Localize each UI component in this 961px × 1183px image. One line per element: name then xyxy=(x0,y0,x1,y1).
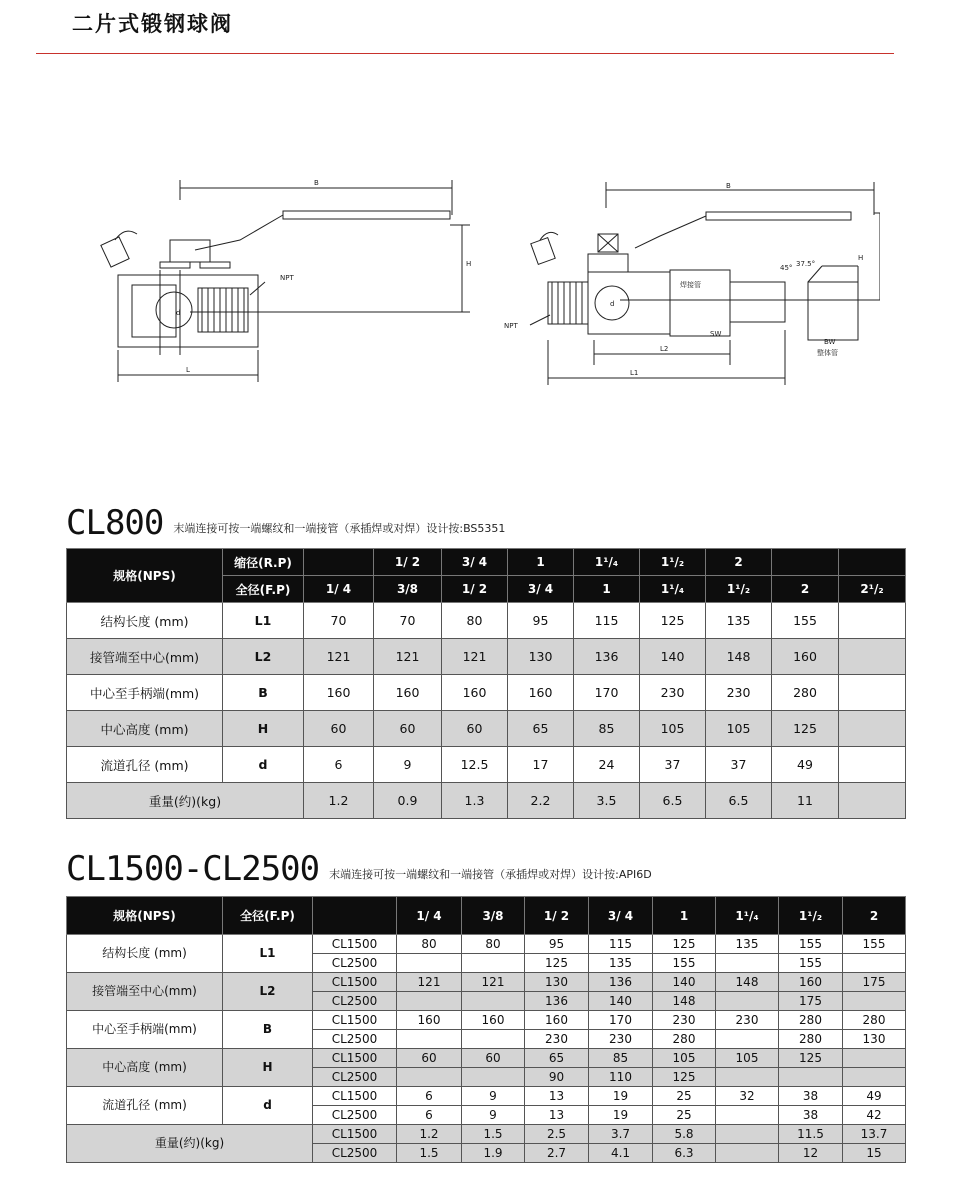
fp-cell: 3/8 xyxy=(374,576,442,603)
value-cell: 140 xyxy=(653,973,716,992)
value-cell xyxy=(843,1049,906,1068)
value-cell: 9 xyxy=(462,1106,525,1125)
row-label: 中心至手柄端(mm) xyxy=(67,675,223,711)
value-cell: 60 xyxy=(374,711,442,747)
value-cell: 230 xyxy=(640,675,706,711)
cl1500-code: CL1500-CL2500 xyxy=(66,849,320,889)
table-row xyxy=(67,747,906,783)
value-cell: 148 xyxy=(706,639,772,675)
value-cell: 115 xyxy=(574,603,640,639)
value-cell: 70 xyxy=(304,603,374,639)
value-cell: 37 xyxy=(640,747,706,783)
value-cell xyxy=(397,954,462,973)
value-cell: 230 xyxy=(716,1011,779,1030)
fp-cell: 2¹/₂ xyxy=(839,576,906,603)
value-cell: 3.7 xyxy=(589,1125,653,1144)
right-d-label: d xyxy=(610,300,615,308)
fp-cell: 1/ 4 xyxy=(304,576,374,603)
cl800-note: 末端连接可按一端螺纹和一端接管（承插焊或对焊）设计按:BS5351 xyxy=(173,522,506,535)
size-cell: 1¹/₄ xyxy=(716,897,779,935)
class-label: CL1500 xyxy=(313,935,397,954)
class-label: CL1500 xyxy=(313,1011,397,1030)
value-cell xyxy=(779,1068,843,1087)
value-cell: 148 xyxy=(653,992,716,1011)
value-cell: 65 xyxy=(525,1049,589,1068)
rp-cell xyxy=(304,549,374,576)
fp-cell: 1 xyxy=(574,576,640,603)
size-cell: 1/ 2 xyxy=(525,897,589,935)
table-row xyxy=(67,783,906,819)
row-label: 流道孔径 (mm) xyxy=(67,747,223,783)
value-cell: 230 xyxy=(589,1030,653,1049)
rp-cell: 1¹/₄ xyxy=(574,549,640,576)
left-b-label: B xyxy=(314,179,319,187)
cl800-code: CL800 xyxy=(66,503,164,543)
size-cell: 1/ 4 xyxy=(397,897,462,935)
value-cell: 9 xyxy=(462,1087,525,1106)
row-label: 中心至手柄端(mm) xyxy=(67,1011,223,1049)
value-cell xyxy=(462,1030,525,1049)
value-cell: 80 xyxy=(442,603,508,639)
left-npt-label: NPT xyxy=(280,274,294,282)
value-cell: 140 xyxy=(640,639,706,675)
value-cell: 2.5 xyxy=(525,1125,589,1144)
rp-label: 缩径(R.P) xyxy=(223,549,304,576)
value-cell: 70 xyxy=(374,603,442,639)
value-cell: 160 xyxy=(462,1011,525,1030)
value-cell: 121 xyxy=(374,639,442,675)
value-cell: 19 xyxy=(589,1106,653,1125)
value-cell: 6.5 xyxy=(706,783,772,819)
right-angle1-label: 45° xyxy=(780,264,793,272)
value-cell: 60 xyxy=(304,711,374,747)
value-cell: 24 xyxy=(574,747,640,783)
left-h-label: H xyxy=(466,260,472,268)
size-cell: 1¹/₂ xyxy=(779,897,843,935)
value-cell: 130 xyxy=(508,639,574,675)
value-cell: 280 xyxy=(843,1011,906,1030)
class-label: CL2500 xyxy=(313,1030,397,1049)
value-cell: 136 xyxy=(574,639,640,675)
rp-cell: 1 xyxy=(508,549,574,576)
value-cell: 25 xyxy=(653,1106,716,1125)
value-cell: 135 xyxy=(589,954,653,973)
value-cell xyxy=(716,992,779,1011)
value-cell: 6.3 xyxy=(653,1144,716,1163)
value-cell: 136 xyxy=(525,992,589,1011)
class-label: CL2500 xyxy=(313,1144,397,1163)
value-cell: 1.9 xyxy=(462,1144,525,1163)
table-row xyxy=(67,1011,906,1030)
value-cell: 160 xyxy=(374,675,442,711)
value-cell xyxy=(462,1068,525,1087)
value-cell xyxy=(716,1068,779,1087)
value-cell xyxy=(839,603,906,639)
value-cell: 1.2 xyxy=(304,783,374,819)
value-cell: 38 xyxy=(779,1087,843,1106)
value-cell: 280 xyxy=(779,1030,843,1049)
row-label: 接管端至中心(mm) xyxy=(67,639,223,675)
value-cell: 6.5 xyxy=(640,783,706,819)
value-cell xyxy=(716,1144,779,1163)
rp-cell: 1/ 2 xyxy=(374,549,442,576)
value-cell: 4.1 xyxy=(589,1144,653,1163)
value-cell xyxy=(839,711,906,747)
value-cell: 105 xyxy=(653,1049,716,1068)
class-label: CL2500 xyxy=(313,1068,397,1087)
value-cell: 175 xyxy=(843,973,906,992)
value-cell: 160 xyxy=(779,973,843,992)
class-label: CL1500 xyxy=(313,1087,397,1106)
value-cell: 170 xyxy=(574,675,640,711)
cl800-heading xyxy=(66,503,506,543)
fp-cell: 1/ 2 xyxy=(442,576,508,603)
value-cell: 110 xyxy=(589,1068,653,1087)
value-cell: 15 xyxy=(843,1144,906,1163)
value-cell: 60 xyxy=(397,1049,462,1068)
value-cell: 1.2 xyxy=(397,1125,462,1144)
table-row xyxy=(67,935,906,954)
spec-header: 规格(NPS) xyxy=(67,549,223,603)
value-cell: 49 xyxy=(843,1087,906,1106)
value-cell: 155 xyxy=(772,603,839,639)
value-cell xyxy=(716,1106,779,1125)
right-l1-label: L1 xyxy=(630,369,639,377)
value-cell: 9 xyxy=(374,747,442,783)
value-cell: 230 xyxy=(525,1030,589,1049)
row-label: 结构长度 (mm) xyxy=(67,935,223,973)
weight-label: 重量(约)(kg) xyxy=(67,783,304,819)
fp-cell: 1¹/₂ xyxy=(706,576,772,603)
value-cell: 11.5 xyxy=(779,1125,843,1144)
right-sw-label: SW xyxy=(710,330,722,338)
right-h-label: H xyxy=(858,254,864,262)
row-symbol: H xyxy=(223,711,304,747)
value-cell: 42 xyxy=(843,1106,906,1125)
value-cell: 12 xyxy=(779,1144,843,1163)
value-cell: 136 xyxy=(589,973,653,992)
fp-label: 全径(F.P) xyxy=(223,576,304,603)
table-row xyxy=(67,1087,906,1106)
value-cell: 13.7 xyxy=(843,1125,906,1144)
value-cell: 90 xyxy=(525,1068,589,1087)
right-b-label: B xyxy=(726,182,731,190)
value-cell xyxy=(843,1068,906,1087)
value-cell: 148 xyxy=(716,973,779,992)
value-cell: 125 xyxy=(653,935,716,954)
value-cell xyxy=(839,675,906,711)
value-cell: 230 xyxy=(706,675,772,711)
value-cell xyxy=(843,992,906,1011)
row-label: 中心高度 (mm) xyxy=(67,1049,223,1087)
value-cell xyxy=(462,992,525,1011)
value-cell: 155 xyxy=(779,935,843,954)
value-cell: 1.5 xyxy=(397,1144,462,1163)
value-cell: 105 xyxy=(706,711,772,747)
value-cell: 17 xyxy=(508,747,574,783)
value-cell: 135 xyxy=(716,935,779,954)
row-symbol: d xyxy=(223,1087,313,1125)
class-label: CL1500 xyxy=(313,973,397,992)
rp-cell xyxy=(839,549,906,576)
value-cell: 85 xyxy=(589,1049,653,1068)
value-cell: 280 xyxy=(779,1011,843,1030)
row-symbol: L1 xyxy=(223,603,304,639)
value-cell xyxy=(716,1030,779,1049)
row-symbol: d xyxy=(223,747,304,783)
value-cell: 6 xyxy=(397,1106,462,1125)
value-cell xyxy=(397,1068,462,1087)
value-cell: 105 xyxy=(640,711,706,747)
value-cell: 95 xyxy=(525,935,589,954)
value-cell: 125 xyxy=(653,1068,716,1087)
value-cell: 160 xyxy=(397,1011,462,1030)
value-cell xyxy=(839,783,906,819)
value-cell: 135 xyxy=(706,603,772,639)
value-cell xyxy=(839,639,906,675)
value-cell: 125 xyxy=(772,711,839,747)
table-row xyxy=(67,639,906,675)
table-row xyxy=(67,1125,906,1144)
value-cell: 175 xyxy=(779,992,843,1011)
right-bw-label: BW xyxy=(824,338,836,346)
value-cell: 115 xyxy=(589,935,653,954)
row-symbol: L2 xyxy=(223,639,304,675)
row-symbol: B xyxy=(223,1011,313,1049)
right-angle2-label: 37.5° xyxy=(796,260,816,268)
class-label: CL1500 xyxy=(313,1049,397,1068)
value-cell: 13 xyxy=(525,1106,589,1125)
value-cell xyxy=(839,747,906,783)
right-pipe-label: 焊接管 xyxy=(680,281,701,289)
table-row xyxy=(67,675,906,711)
value-cell: 19 xyxy=(589,1087,653,1106)
value-cell: 280 xyxy=(772,675,839,711)
value-cell: 230 xyxy=(653,1011,716,1030)
value-cell: 85 xyxy=(574,711,640,747)
class-label: CL1500 xyxy=(313,1125,397,1144)
value-cell: 37 xyxy=(706,747,772,783)
row-symbol: B xyxy=(223,675,304,711)
value-cell: 38 xyxy=(779,1106,843,1125)
row-label: 流道孔径 (mm) xyxy=(67,1087,223,1125)
row-label: 结构长度 (mm) xyxy=(67,603,223,639)
row-symbol: L2 xyxy=(223,973,313,1011)
rp-cell: 3/ 4 xyxy=(442,549,508,576)
value-cell: 121 xyxy=(442,639,508,675)
value-cell: 105 xyxy=(716,1049,779,1068)
value-cell: 160 xyxy=(508,675,574,711)
value-cell: 5.8 xyxy=(653,1125,716,1144)
value-cell: 155 xyxy=(779,954,843,973)
value-cell: 160 xyxy=(525,1011,589,1030)
value-cell: 121 xyxy=(397,973,462,992)
value-cell: 0.9 xyxy=(374,783,442,819)
size-cell: 1 xyxy=(653,897,716,935)
value-cell: 125 xyxy=(640,603,706,639)
weight-label: 重量(约)(kg) xyxy=(67,1125,313,1163)
table-row xyxy=(67,711,906,747)
row-label: 接管端至中心(mm) xyxy=(67,973,223,1011)
value-cell: 2.2 xyxy=(508,783,574,819)
value-cell: 160 xyxy=(442,675,508,711)
value-cell: 32 xyxy=(716,1087,779,1106)
rp-cell: 1¹/₂ xyxy=(640,549,706,576)
value-cell: 155 xyxy=(653,954,716,973)
value-cell: 121 xyxy=(304,639,374,675)
size-cell: 3/8 xyxy=(462,897,525,935)
value-cell: 130 xyxy=(525,973,589,992)
value-cell xyxy=(716,954,779,973)
value-cell xyxy=(397,1030,462,1049)
class-label: CL2500 xyxy=(313,1106,397,1125)
value-cell: 160 xyxy=(304,675,374,711)
value-cell: 80 xyxy=(462,935,525,954)
fp-cell: 1¹/₄ xyxy=(640,576,706,603)
value-cell: 121 xyxy=(462,973,525,992)
value-cell: 130 xyxy=(843,1030,906,1049)
right-l2-label: L2 xyxy=(660,345,669,353)
value-cell: 155 xyxy=(843,935,906,954)
value-cell: 80 xyxy=(397,935,462,954)
value-cell: 125 xyxy=(525,954,589,973)
value-cell: 13 xyxy=(525,1087,589,1106)
value-cell xyxy=(716,1125,779,1144)
value-cell: 280 xyxy=(653,1030,716,1049)
size-cell: 3/ 4 xyxy=(589,897,653,935)
value-cell: 170 xyxy=(589,1011,653,1030)
class-label: CL2500 xyxy=(313,954,397,973)
fp-cell: 3/ 4 xyxy=(508,576,574,603)
right-npt-label: NPT xyxy=(504,322,518,330)
value-cell: 160 xyxy=(772,639,839,675)
value-cell: 12.5 xyxy=(442,747,508,783)
class-label: CL2500 xyxy=(313,992,397,1011)
fp-cell: 2 xyxy=(772,576,839,603)
table-row xyxy=(67,603,906,639)
class-header-cell xyxy=(313,897,397,935)
rp-cell xyxy=(772,549,839,576)
value-cell: 60 xyxy=(442,711,508,747)
value-cell xyxy=(462,954,525,973)
row-symbol: H xyxy=(223,1049,313,1087)
cl1500-table xyxy=(66,896,906,1163)
value-cell: 25 xyxy=(653,1087,716,1106)
value-cell: 1.3 xyxy=(442,783,508,819)
value-cell: 125 xyxy=(779,1049,843,1068)
value-cell xyxy=(843,954,906,973)
value-cell: 6 xyxy=(397,1087,462,1106)
value-cell: 3.5 xyxy=(574,783,640,819)
value-cell: 11 xyxy=(772,783,839,819)
page-title: 二片式锻钢球阀 xyxy=(72,12,233,36)
value-cell: 95 xyxy=(508,603,574,639)
value-cell: 6 xyxy=(304,747,374,783)
value-cell: 1.5 xyxy=(462,1125,525,1144)
value-cell: 2.7 xyxy=(525,1144,589,1163)
table-row xyxy=(67,973,906,992)
size-cell: 2 xyxy=(843,897,906,935)
value-cell: 49 xyxy=(772,747,839,783)
value-cell: 60 xyxy=(462,1049,525,1068)
row-symbol: L1 xyxy=(223,935,313,973)
rp-cell: 2 xyxy=(706,549,772,576)
value-cell: 140 xyxy=(589,992,653,1011)
cl1500-heading xyxy=(66,849,652,889)
title-rule xyxy=(36,53,894,54)
table-row xyxy=(67,1049,906,1068)
cl800-table xyxy=(66,548,906,819)
left-d-label: d xyxy=(176,309,181,317)
value-cell: 65 xyxy=(508,711,574,747)
valve-drawings xyxy=(90,170,880,400)
value-cell xyxy=(397,992,462,1011)
row-label: 中心高度 (mm) xyxy=(67,711,223,747)
right-bw-sub-label: 整体管 xyxy=(817,349,838,357)
spec-header: 规格(NPS) xyxy=(67,897,223,935)
left-l-label: L xyxy=(186,366,190,374)
cl1500-note: 末端连接可按一端螺纹和一端接管（承插焊或对焊）设计按:API6D xyxy=(329,868,652,881)
fp-label: 全径(F.P) xyxy=(223,897,313,935)
